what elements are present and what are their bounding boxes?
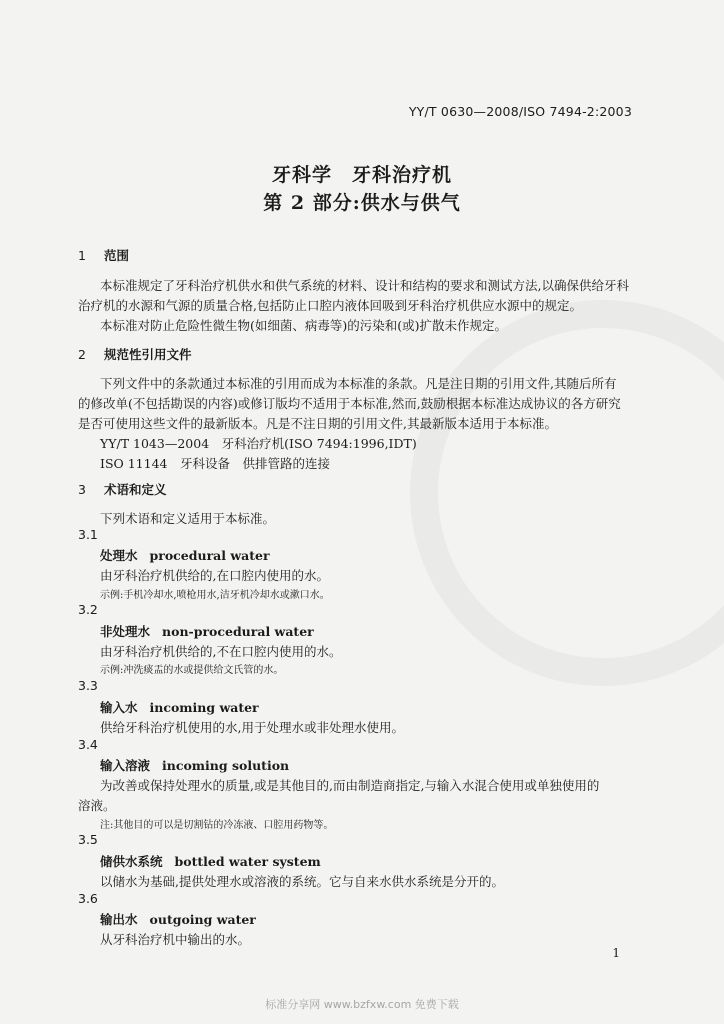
term-number: 3.5	[78, 832, 98, 847]
term-definition: 溶液。	[78, 798, 116, 813]
term-zh: 输入溶液	[100, 758, 151, 773]
section-number: 1	[78, 248, 86, 263]
faint-seal-watermark	[410, 300, 724, 686]
term-definition: 供给牙科治疗机使用的水,用于处理水或非处理水使用。	[100, 720, 404, 735]
section-title: 规范性引用文件	[104, 347, 192, 362]
term-zh: 输入水	[100, 700, 138, 715]
paragraph-line: 的修改单(不包括勘误的内容)或修订版均不适用于本标准,然而,鼓励根据本标准达成协议的各方研究	[78, 396, 621, 411]
term-definition: 以储水为基础,提供处理水或溶液的系统。它与自来水供水系统是分开的。	[100, 874, 504, 889]
term-heading	[100, 622, 314, 640]
term-heading	[100, 910, 256, 928]
term-zh: 非处理水	[100, 624, 151, 639]
term-number: 3.2	[78, 602, 98, 617]
term-number: 3.6	[78, 891, 98, 906]
section-title: 术语和定义	[104, 482, 167, 497]
section-1-heading	[78, 246, 129, 264]
footer-watermark-text: 标准分享网 www.bzfxw.com 免费下载	[265, 998, 459, 1011]
section-title: 范围	[104, 248, 130, 263]
term-heading	[100, 698, 259, 716]
term-definition: 由牙科治疗机供给的,不在口腔内使用的水。	[100, 644, 342, 659]
term-en: procedural water	[149, 548, 270, 563]
term-note: 注:其他目的可以是切割钻的冷冻液、口腔用药物等。	[100, 820, 334, 831]
paragraph-line: 是否可使用这些文件的最新版本。凡是不注日期的引用文件,其最新版本适用于本标准。	[78, 416, 557, 431]
term-heading	[100, 852, 321, 870]
term-heading	[100, 756, 289, 774]
reference-item: YY/T 1043—2004 牙科治疗机(ISO 7494:1996,IDT)	[100, 436, 417, 451]
term-en: bottled water system	[174, 854, 321, 869]
term-heading	[100, 546, 270, 564]
term-en: non-procedural water	[162, 624, 314, 639]
term-definition: 为改善或保持处理水的质量,或是其他目的,而由制造商指定,与输入水混合使用或单独使用的	[100, 778, 600, 793]
reference-item: ISO 11144 牙科设备 供排管路的连接	[100, 456, 330, 471]
term-en: incoming water	[149, 700, 259, 715]
term-example: 示例:冲洗痰盂的水或提供给文氏管的水。	[100, 665, 284, 676]
term-number: 3.3	[78, 678, 98, 693]
section-number: 3	[78, 482, 86, 497]
term-en: outgoing water	[149, 912, 256, 927]
term-zh: 输出水	[100, 912, 138, 927]
term-definition: 由牙科治疗机供给的,在口腔内使用的水。	[100, 568, 329, 583]
section-number: 2	[78, 347, 86, 362]
section-2-heading	[78, 345, 192, 363]
title-line-1: 牙科学 牙科治疗机	[271, 164, 452, 186]
term-definition: 从牙科治疗机中输出的水。	[100, 932, 251, 947]
paragraph-line: 下列术语和定义适用于本标准。	[100, 511, 276, 526]
page-number: 1	[612, 946, 620, 960]
term-en: incoming solution	[162, 758, 290, 773]
paragraph-line: 本标准规定了牙科治疗机供水和供气系统的材料、设计和结构的要求和测试方法,以确保供给牙科	[100, 278, 629, 293]
term-zh: 处理水	[100, 548, 138, 563]
paragraph-line: 治疗机的水源和气源的质量合格,包括防止口腔内液体回吸到牙科治疗机供应水源中的规定。	[78, 298, 582, 313]
term-zh: 储供水系统	[100, 854, 163, 869]
standard-code: YY/T 0630—2008/ISO 7494-2:2003	[408, 104, 632, 119]
term-example: 示例:手机冷却水,喷枪用水,洁牙机冷却水或漱口水。	[100, 590, 330, 601]
term-number: 3.1	[78, 527, 98, 542]
section-3-heading	[78, 480, 167, 498]
paragraph-line: 下列文件中的条款通过本标准的引用而成为本标准的条款。凡是注日期的引用文件,其随后所有	[100, 376, 617, 391]
paragraph-line: 本标准对防止危险性微生物(如细菌、病毒等)的污染和(或)扩散未作规定。	[100, 318, 508, 333]
term-number: 3.4	[78, 737, 98, 752]
title-line-2: 第 2 部分:供水与供气	[263, 192, 461, 214]
